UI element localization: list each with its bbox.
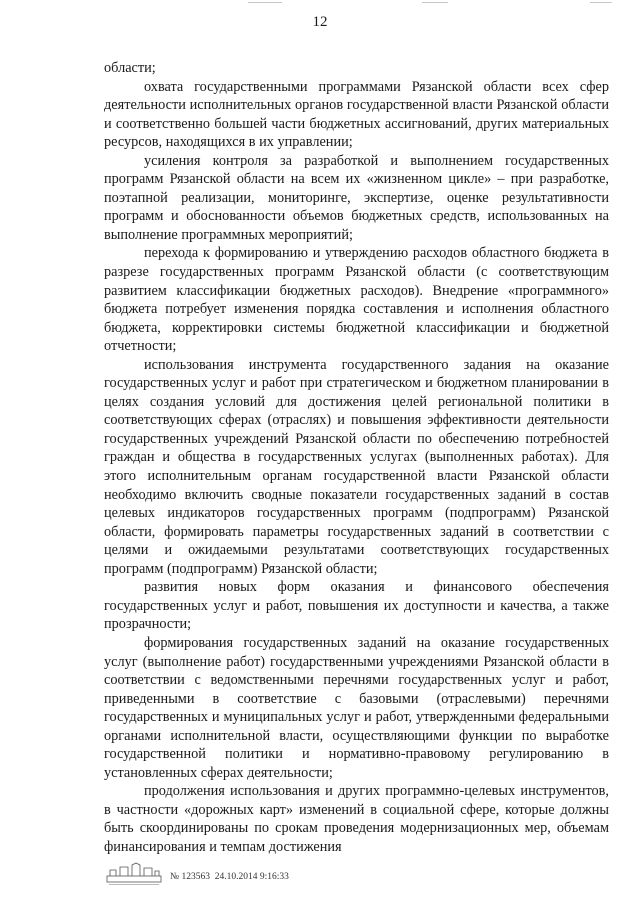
page-number: 12 bbox=[312, 14, 328, 30]
paragraph: охвата государственными программами Рязанской области всех сфер деятельности исполнительных органов государственной власти Рязанской области и соответственно большей части бюджетных ассигнований, других материальных ресурсов, находящихся в их управлении; bbox=[104, 78, 609, 151]
registry-logo-icon bbox=[106, 862, 162, 886]
document-footer bbox=[106, 858, 289, 886]
paragraph: использования инструмента государственного задания на оказание государственных услуг и работ при стратегическом и бюджетном планировании в целях создания условий для достижения целей региональной политики в соответствующих сферах (отраслях) и повышения эффективности деятельности государственных учреждений Рязанской области по обеспечению потребностей граждан и общества в государственных услугах (выполненных работах). Для этого исполнительным органам государственной власти Рязанской области необходимо включить сводные показатели государственных заданий в состав целевых индикаторов государственных программ (подпрограмм) Рязанской области, формировать параметры государственных заданий в соответствии с целями и ожидаемыми результатами соответствующих государственных программ (подпрограмм) Рязанской области; bbox=[104, 356, 609, 577]
footer-registry-stamp bbox=[170, 872, 289, 886]
paragraph: перехода к формированию и утверждению расходов областного бюджета в разрезе государственных программ Рязанской области (с соответствующим развитием классификации бюджетных расходов). Внедрение «программного» бюджета потребует изменения порядка составления и исполнения областного бюджета, корректировки системы бюджетной классификации и бюджетной отчетности; bbox=[104, 245, 609, 355]
scan-artifact bbox=[248, 2, 282, 3]
scan-artifact bbox=[590, 2, 612, 3]
paragraph: усиления контроля за разработкой и выполнением государственных программ Рязанской области на всем их «жизненном цикле» – при разработке, поэтапной реализации, мониторинге, экспертизе, оценке результативности программ и обоснованности объемов бюджетных средств, использованных на выполнение программных мероприятий; bbox=[104, 152, 609, 243]
paragraph: формирования государственных заданий на оказание государственных услуг (выполнение работ) государственными учреждениями Рязанской области в соответствии с ведомственными перечнями государственных услуг и работ, приведенными в соответствие с базовыми (отраслевыми) перечнями государственных и муниципальных услуг и работ, утвержденными федеральными органами исполнительной власти, осуществляющими функции по выработке государственной политики и нормативно-правовому регулированию в установленных сферах деятельности; bbox=[104, 634, 609, 781]
paragraph: продолжения использования и других программно-целевых инструментов, в частности «дорожных карт» изменений в социальной сфере, которые должны быть скоординированы по срокам проведения модернизационных мер, объемам финансирования и темпам достижения bbox=[104, 783, 609, 855]
paragraph-continuation: области; bbox=[104, 60, 156, 76]
scan-artifact bbox=[422, 2, 448, 3]
document-number: № 123563 bbox=[170, 872, 210, 882]
document-body bbox=[104, 59, 609, 857]
document-timestamp: 24.10.2014 9:16:33 bbox=[214, 872, 289, 882]
paragraph: развития новых форм оказания и финансового обеспечения государственных услуг и работ, повышения их доступности и качества, а также прозрачности; bbox=[104, 579, 609, 633]
